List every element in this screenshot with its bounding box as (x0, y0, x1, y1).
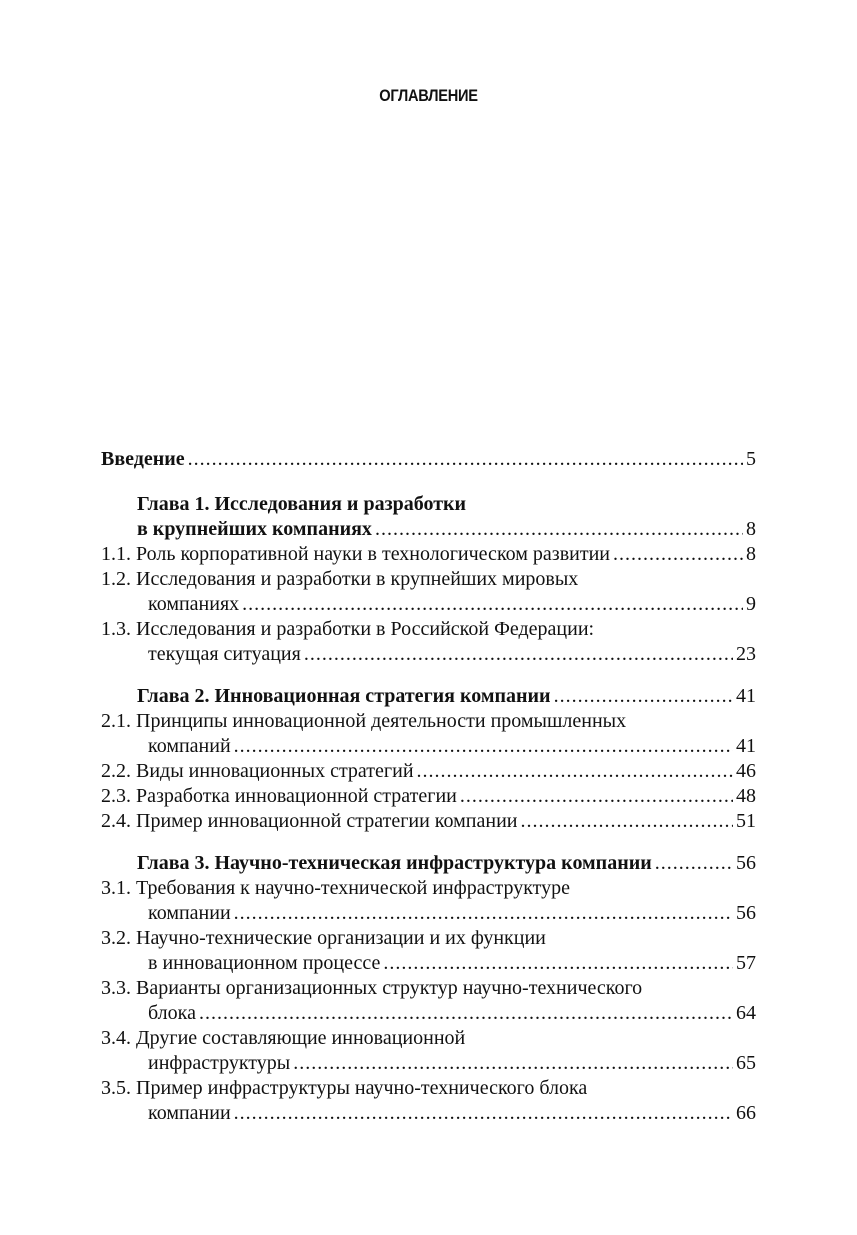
dot-leader (234, 900, 733, 926)
toc-label: текущая ситуация (148, 643, 301, 665)
dot-leader (460, 783, 733, 809)
toc-label: 1.2. Исследования и разработки в крупнейших мировых (101, 568, 579, 590)
toc-entry-2-1[interactable] (101, 708, 756, 734)
toc-label: 1.1. Роль корпоративной науки в технологическом развитии (101, 543, 610, 565)
toc-entry-1-3[interactable] (101, 616, 756, 642)
toc-label: 3.5. Пример инфраструктуры научно-технического блока (101, 1077, 588, 1099)
toc-entry-1-2-continued[interactable] (148, 591, 756, 617)
toc-label: Введение (101, 448, 185, 470)
toc-label: 2.2. Виды инновационных стратегий (101, 760, 414, 782)
dot-leader (417, 758, 733, 784)
dot-leader (234, 733, 733, 759)
dot-leader (293, 1050, 733, 1076)
chapter-1-heading[interactable] (137, 491, 756, 517)
toc-entry-1-1[interactable] (101, 541, 756, 567)
toc-label: 3.2. Научно-технические организации и их функции (101, 927, 546, 949)
dot-leader (188, 446, 743, 472)
dot-leader (234, 1100, 733, 1126)
toc-page-number: 23 (736, 643, 756, 665)
toc-label: Глава 2. Инновационная стратегия компании (137, 685, 551, 707)
dot-leader (520, 808, 733, 834)
toc-page-number: 64 (736, 1002, 756, 1024)
toc-page-number: 8 (746, 543, 756, 565)
toc-entry-2-3[interactable] (101, 783, 756, 809)
toc-page-number: 41 (736, 685, 756, 707)
toc-label: 3.4. Другие составляющие инновационной (101, 1027, 466, 1049)
toc-entry-3-2[interactable] (101, 925, 756, 951)
toc-label: инфраструктуры (148, 1052, 291, 1074)
toc-page-number: 5 (746, 448, 756, 470)
toc-page-number: 57 (736, 952, 756, 974)
toc-label: компаниях (148, 593, 240, 615)
toc-entry-3-4-continued[interactable] (148, 1050, 756, 1076)
toc-page-number: 46 (736, 760, 756, 782)
toc-label: 3.3. Варианты организационных структур научно-технического (101, 977, 643, 999)
toc-entry-1-3-continued[interactable] (148, 641, 756, 667)
toc-entry-3-4[interactable] (101, 1025, 756, 1051)
toc-page-number: 48 (736, 785, 756, 807)
dot-leader (242, 591, 743, 617)
toc-entry-2-2[interactable] (101, 758, 756, 784)
toc-entry-2-1-continued[interactable] (148, 733, 756, 759)
toc-entry-3-1[interactable] (101, 875, 756, 901)
toc-label: 1.3. Исследования и разработки в Российской Федерации: (101, 618, 595, 640)
dot-leader (375, 516, 743, 542)
toc-label: в инновационном процессе (148, 952, 381, 974)
toc-page-number: 56 (736, 852, 756, 874)
toc-entry-1-2[interactable] (101, 566, 756, 592)
dot-leader (304, 641, 733, 667)
toc-page-number: 56 (736, 902, 756, 924)
dot-leader (655, 850, 733, 876)
toc-label: Глава 1. Исследования и разработки (137, 493, 467, 515)
dot-leader (554, 683, 733, 709)
toc-entry-intro[interactable] (101, 446, 756, 472)
toc-label: 2.4. Пример инновационной стратегии компании (101, 810, 518, 832)
toc-entry-3-3-continued[interactable] (148, 1000, 756, 1026)
toc-entry-3-3[interactable] (101, 975, 756, 1001)
dot-leader (383, 950, 733, 976)
toc-label: компании (148, 1102, 231, 1124)
chapter-3-heading[interactable] (137, 850, 756, 876)
toc-entry-3-5[interactable] (101, 1075, 756, 1101)
toc-label: в крупнейших компаниях (137, 518, 372, 540)
dot-leader (613, 541, 743, 567)
toc-entry-3-2-continued[interactable] (148, 950, 756, 976)
toc-label: компаний (148, 735, 231, 757)
toc-page-number: 41 (736, 735, 756, 757)
toc-entry-3-1-continued[interactable] (148, 900, 756, 926)
page-title: ОГЛАВЛЕНИЕ (379, 86, 478, 105)
toc-label: блока (148, 1002, 196, 1024)
toc-entry-2-4[interactable] (101, 808, 756, 834)
toc-label: 2.1. Принципы инновационной деятельности промышленных (101, 710, 627, 732)
dot-leader (199, 1000, 733, 1026)
toc-page-number: 9 (746, 593, 756, 615)
toc-entry-3-5-continued[interactable] (148, 1100, 756, 1126)
toc-label: Глава 3. Научно-техническая инфраструктура компании (137, 852, 652, 874)
toc-label: 3.1. Требования к научно-технической инфраструктуре (101, 877, 570, 899)
toc-label: компании (148, 902, 231, 924)
chapter-2-heading[interactable] (137, 683, 756, 709)
toc-label: 2.3. Разработка инновационной стратегии (101, 785, 457, 807)
toc-page-number: 51 (736, 810, 756, 832)
toc-page-number: 65 (736, 1052, 756, 1074)
toc-page-number: 8 (746, 518, 756, 540)
chapter-1-heading-continued[interactable] (137, 516, 756, 542)
toc-page-number: 66 (736, 1102, 756, 1124)
